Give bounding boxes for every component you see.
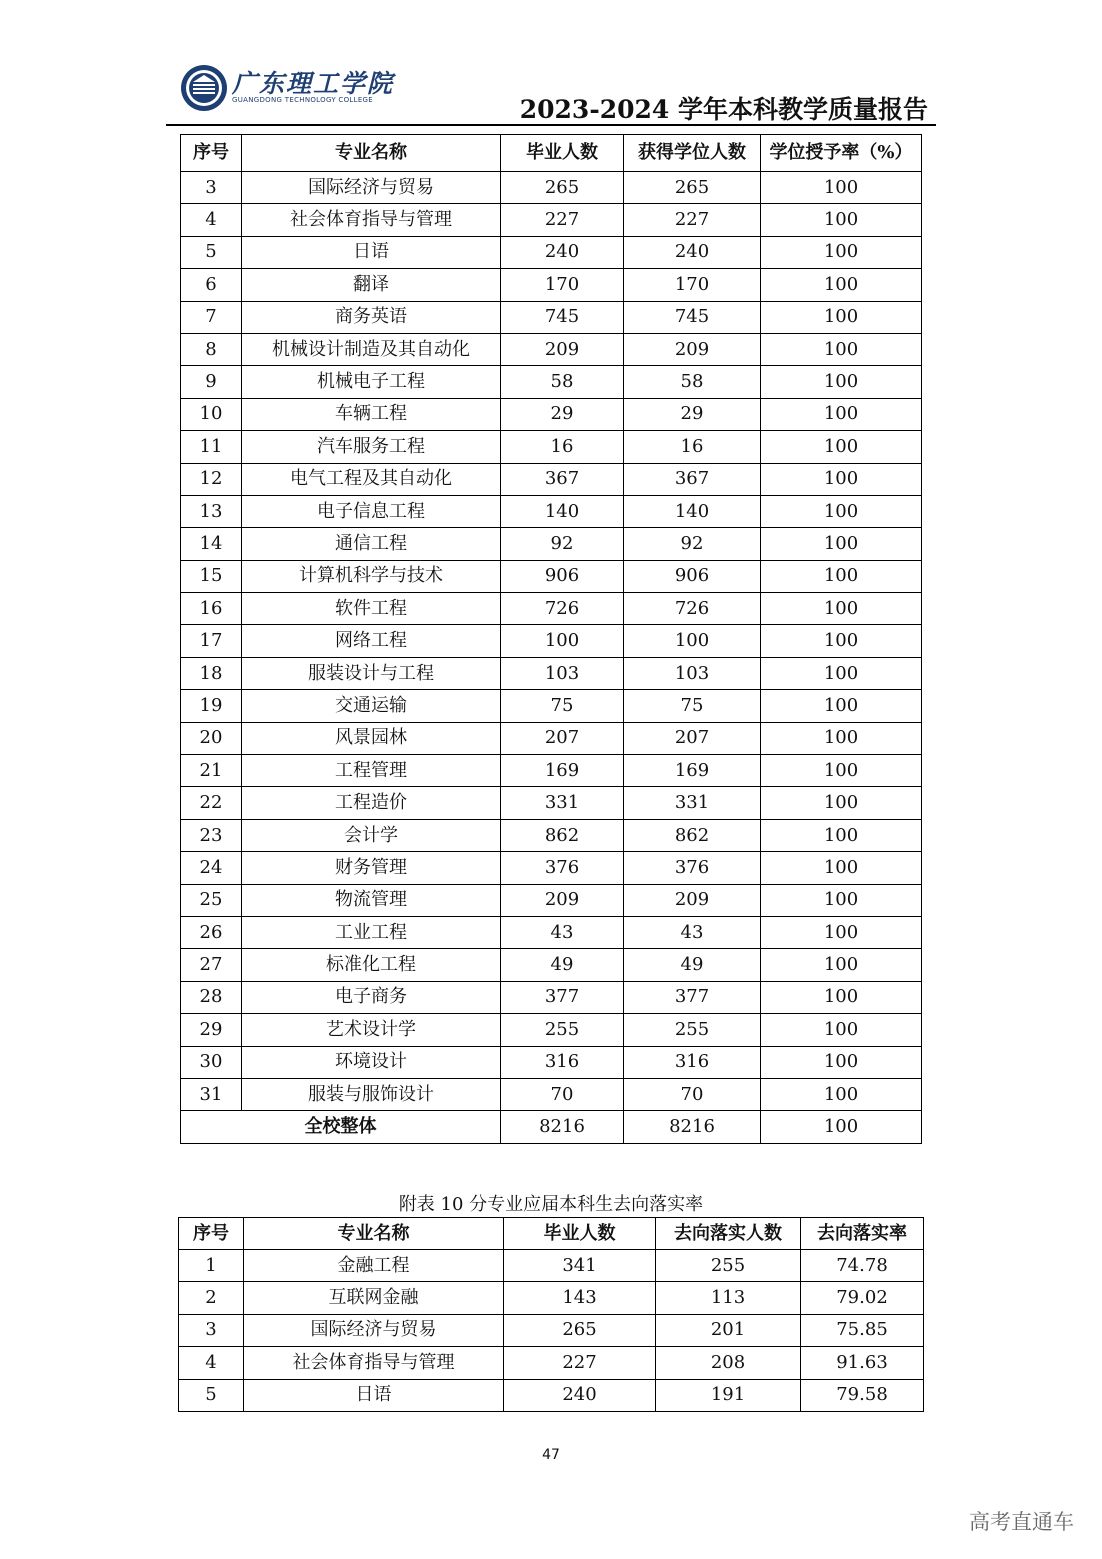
cell-degree-rate: 100 [761, 949, 922, 981]
cell-major: 机械电子工程 [242, 366, 501, 398]
cell-index: 8 [181, 333, 242, 365]
col-header-graduates: 毕业人数 [501, 135, 624, 172]
cell-major: 汽车服务工程 [242, 431, 501, 463]
cell-major: 服装设计与工程 [242, 657, 501, 689]
cell-major: 艺术设计学 [242, 1014, 501, 1046]
cell-graduates: 16 [501, 431, 624, 463]
cell-degrees: 49 [624, 949, 761, 981]
cell-index: 4 [181, 204, 242, 236]
cell-degrees: 209 [624, 884, 761, 916]
cell-degrees: 29 [624, 398, 761, 430]
table-row [181, 819, 922, 851]
cell-major: 工程管理 [242, 755, 501, 787]
cell-index: 6 [181, 269, 242, 301]
cell-placed: 255 [656, 1250, 801, 1282]
col-header-degrees: 获得学位人数 [624, 135, 761, 172]
cell-degrees: 745 [624, 301, 761, 333]
table-body [181, 172, 922, 1111]
cell-index: 19 [181, 690, 242, 722]
cell-degrees: 906 [624, 560, 761, 592]
cell-degree-rate: 100 [761, 1078, 922, 1110]
cell-major: 电子信息工程 [242, 495, 501, 527]
table-row [181, 787, 922, 819]
cell-degrees: 16 [624, 431, 761, 463]
table-row [181, 560, 922, 592]
cell-placed: 208 [656, 1347, 801, 1379]
total-rate: 100 [761, 1111, 922, 1143]
cell-degree-rate: 100 [761, 787, 922, 819]
cell-major: 会计学 [242, 819, 501, 851]
cell-index: 30 [181, 1046, 242, 1078]
table-row [181, 366, 922, 398]
cell-graduates: 92 [501, 528, 624, 560]
cell-graduates: 331 [501, 787, 624, 819]
table-row [181, 625, 922, 657]
table-row [181, 916, 922, 948]
cell-degrees: 100 [624, 625, 761, 657]
cell-placement-rate: 91.63 [801, 1347, 924, 1379]
cell-major: 电气工程及其自动化 [242, 463, 501, 495]
cell-major: 车辆工程 [242, 398, 501, 430]
cell-degree-rate: 100 [761, 981, 922, 1013]
cell-graduates: 240 [501, 236, 624, 268]
cell-index: 22 [181, 787, 242, 819]
table-row [179, 1379, 924, 1411]
school-name-en: GUANGDONG TECHNOLOGY COLLEGE [232, 96, 373, 104]
cell-major: 软件工程 [242, 593, 501, 625]
cell-degree-rate: 100 [761, 722, 922, 754]
cell-graduates: 207 [501, 722, 624, 754]
cell-graduates: 209 [501, 884, 624, 916]
cell-index: 18 [181, 657, 242, 689]
cell-index: 28 [181, 981, 242, 1013]
cell-index: 3 [181, 172, 242, 204]
cell-degrees: 227 [624, 204, 761, 236]
cell-degrees: 170 [624, 269, 761, 301]
cell-degree-rate: 100 [761, 463, 922, 495]
cell-degrees: 58 [624, 366, 761, 398]
cell-degree-rate: 100 [761, 269, 922, 301]
cell-degree-rate: 100 [761, 431, 922, 463]
cell-degree-rate: 100 [761, 236, 922, 268]
cell-degree-rate: 100 [761, 657, 922, 689]
cell-degree-rate: 100 [761, 333, 922, 365]
cell-graduates: 255 [501, 1014, 624, 1046]
table-body [179, 1250, 924, 1412]
cell-graduates: 70 [501, 1078, 624, 1110]
cell-placement-rate: 79.02 [801, 1282, 924, 1314]
cell-degrees: 207 [624, 722, 761, 754]
school-name-cn: 广东理工学院 [232, 69, 395, 98]
cell-degree-rate: 100 [761, 593, 922, 625]
total-degrees: 8216 [624, 1111, 761, 1143]
college-emblem-icon [180, 64, 228, 112]
cell-graduates: 75 [501, 690, 624, 722]
cell-major: 电子商务 [242, 981, 501, 1013]
cell-degree-rate: 100 [761, 301, 922, 333]
cell-degrees: 103 [624, 657, 761, 689]
cell-graduates: 49 [501, 949, 624, 981]
cell-degree-rate: 100 [761, 884, 922, 916]
cell-graduates: 745 [501, 301, 624, 333]
cell-index: 17 [181, 625, 242, 657]
cell-degrees: 75 [624, 690, 761, 722]
cell-index: 11 [181, 431, 242, 463]
report-title: 2023-2024 学年本科教学质量报告 [519, 95, 928, 124]
cell-major: 日语 [244, 1379, 504, 1411]
cell-index: 29 [181, 1014, 242, 1046]
cell-degree-rate: 100 [761, 528, 922, 560]
cell-major: 日语 [242, 236, 501, 268]
cell-graduates: 143 [504, 1282, 656, 1314]
cell-graduates: 265 [501, 172, 624, 204]
table-row [181, 690, 922, 722]
cell-major: 交通运输 [242, 690, 501, 722]
cell-index: 5 [179, 1379, 244, 1411]
cell-index: 15 [181, 560, 242, 592]
cell-degrees: 367 [624, 463, 761, 495]
table-row [181, 172, 922, 204]
cell-degrees: 43 [624, 916, 761, 948]
degree-rate-table [180, 134, 922, 1144]
cell-degree-rate: 100 [761, 560, 922, 592]
cell-degree-rate: 100 [761, 852, 922, 884]
cell-major: 物流管理 [242, 884, 501, 916]
cell-graduates: 169 [501, 755, 624, 787]
table-row [181, 204, 922, 236]
table-row [181, 884, 922, 916]
cell-degree-rate: 100 [761, 204, 922, 236]
table-row [181, 722, 922, 754]
cell-degree-rate: 100 [761, 495, 922, 527]
page-header [166, 60, 936, 126]
col-header-index: 序号 [181, 135, 242, 172]
col-header-placed: 去向落实人数 [656, 1218, 801, 1250]
cell-major: 环境设计 [242, 1046, 501, 1078]
table-row [181, 528, 922, 560]
cell-graduates: 227 [501, 204, 624, 236]
table-row [181, 301, 922, 333]
cell-index: 24 [181, 852, 242, 884]
table-row [181, 657, 922, 689]
cell-degrees: 169 [624, 755, 761, 787]
cell-graduates: 367 [501, 463, 624, 495]
cell-graduates: 265 [504, 1314, 656, 1346]
cell-index: 21 [181, 755, 242, 787]
table-header-row [179, 1218, 924, 1250]
cell-degree-rate: 100 [761, 366, 922, 398]
table-row [181, 949, 922, 981]
table-row [181, 463, 922, 495]
cell-graduates: 377 [501, 981, 624, 1013]
cell-degree-rate: 100 [761, 690, 922, 722]
table-row [179, 1314, 924, 1346]
cell-index: 12 [181, 463, 242, 495]
table-row [181, 755, 922, 787]
table-row [181, 593, 922, 625]
cell-index: 27 [181, 949, 242, 981]
cell-index: 9 [181, 366, 242, 398]
cell-index: 10 [181, 398, 242, 430]
table-row [181, 981, 922, 1013]
cell-degrees: 140 [624, 495, 761, 527]
cell-index: 14 [181, 528, 242, 560]
cell-degrees: 377 [624, 981, 761, 1013]
cell-graduates: 58 [501, 366, 624, 398]
watermark: 高考直通车 [969, 1510, 1074, 1534]
total-graduates: 8216 [501, 1111, 624, 1143]
table-row [181, 495, 922, 527]
cell-degrees: 376 [624, 852, 761, 884]
cell-graduates: 906 [501, 560, 624, 592]
table-row [181, 1046, 922, 1078]
cell-graduates: 240 [504, 1379, 656, 1411]
cell-graduates: 43 [501, 916, 624, 948]
cell-graduates: 103 [501, 657, 624, 689]
cell-degrees: 862 [624, 819, 761, 851]
cell-graduates: 862 [501, 819, 624, 851]
cell-major: 工程造价 [242, 787, 501, 819]
total-label: 全校整体 [181, 1111, 501, 1143]
cell-degree-rate: 100 [761, 1046, 922, 1078]
cell-graduates: 341 [504, 1250, 656, 1282]
cell-degree-rate: 100 [761, 398, 922, 430]
cell-major: 计算机科学与技术 [242, 560, 501, 592]
cell-degree-rate: 100 [761, 625, 922, 657]
cell-graduates: 29 [501, 398, 624, 430]
cell-degrees: 726 [624, 593, 761, 625]
cell-index: 31 [181, 1078, 242, 1110]
table-row [179, 1282, 924, 1314]
table-row [181, 852, 922, 884]
cell-major: 社会体育指导与管理 [242, 204, 501, 236]
cell-graduates: 726 [501, 593, 624, 625]
cell-degrees: 70 [624, 1078, 761, 1110]
cell-degrees: 265 [624, 172, 761, 204]
cell-degrees: 240 [624, 236, 761, 268]
page-number: 47 [542, 1447, 560, 1463]
employment-rate-table [178, 1217, 924, 1412]
cell-index: 23 [181, 819, 242, 851]
col-header-major: 专业名称 [244, 1218, 504, 1250]
col-header-graduates: 毕业人数 [504, 1218, 656, 1250]
cell-placed: 191 [656, 1379, 801, 1411]
table-row [181, 236, 922, 268]
cell-degrees: 331 [624, 787, 761, 819]
table-row [179, 1347, 924, 1379]
cell-major: 财务管理 [242, 852, 501, 884]
table-header-row [181, 135, 922, 172]
cell-major: 社会体育指导与管理 [244, 1347, 504, 1379]
col-header-placement-rate: 去向落实率 [801, 1218, 924, 1250]
cell-graduates: 209 [501, 333, 624, 365]
table-row [179, 1250, 924, 1282]
cell-major: 金融工程 [244, 1250, 504, 1282]
cell-index: 4 [179, 1347, 244, 1379]
cell-degree-rate: 100 [761, 172, 922, 204]
cell-index: 25 [181, 884, 242, 916]
table-row [181, 333, 922, 365]
cell-index: 20 [181, 722, 242, 754]
cell-major: 通信工程 [242, 528, 501, 560]
cell-major: 机械设计制造及其自动化 [242, 333, 501, 365]
cell-index: 3 [179, 1314, 244, 1346]
cell-major: 商务英语 [242, 301, 501, 333]
cell-graduates: 316 [501, 1046, 624, 1078]
cell-index: 1 [179, 1250, 244, 1282]
col-header-degree-rate: 学位授予率（%） [761, 135, 922, 172]
cell-major: 工业工程 [242, 916, 501, 948]
header-divider [166, 124, 936, 126]
table-row [181, 1078, 922, 1110]
cell-major: 国际经济与贸易 [242, 172, 501, 204]
cell-major: 翻译 [242, 269, 501, 301]
cell-index: 26 [181, 916, 242, 948]
cell-major: 标准化工程 [242, 949, 501, 981]
cell-graduates: 227 [504, 1347, 656, 1379]
cell-index: 16 [181, 593, 242, 625]
cell-degrees: 209 [624, 333, 761, 365]
cell-placement-rate: 74.78 [801, 1250, 924, 1282]
col-header-major: 专业名称 [242, 135, 501, 172]
cell-placed: 201 [656, 1314, 801, 1346]
cell-degree-rate: 100 [761, 755, 922, 787]
cell-major: 风景园林 [242, 722, 501, 754]
table-row [181, 431, 922, 463]
table-caption: 附表 10 分专业应届本科生去向落实率 [398, 1194, 704, 1215]
cell-major: 网络工程 [242, 625, 501, 657]
cell-index: 7 [181, 301, 242, 333]
cell-index: 5 [181, 236, 242, 268]
cell-placed: 113 [656, 1282, 801, 1314]
cell-degrees: 255 [624, 1014, 761, 1046]
cell-placement-rate: 79.58 [801, 1379, 924, 1411]
cell-placement-rate: 75.85 [801, 1314, 924, 1346]
table-row [181, 398, 922, 430]
cell-graduates: 376 [501, 852, 624, 884]
cell-graduates: 100 [501, 625, 624, 657]
cell-graduates: 170 [501, 269, 624, 301]
cell-graduates: 140 [501, 495, 624, 527]
cell-index: 2 [179, 1282, 244, 1314]
cell-major: 服装与服饰设计 [242, 1078, 501, 1110]
cell-degree-rate: 100 [761, 1014, 922, 1046]
cell-major: 国际经济与贸易 [244, 1314, 504, 1346]
cell-major: 互联网金融 [244, 1282, 504, 1314]
cell-degree-rate: 100 [761, 916, 922, 948]
cell-degree-rate: 100 [761, 819, 922, 851]
table-row [181, 1014, 922, 1046]
cell-degrees: 316 [624, 1046, 761, 1078]
col-header-index: 序号 [179, 1218, 244, 1250]
cell-index: 13 [181, 495, 242, 527]
cell-degrees: 92 [624, 528, 761, 560]
table-total-row [181, 1111, 922, 1143]
table-row [181, 269, 922, 301]
